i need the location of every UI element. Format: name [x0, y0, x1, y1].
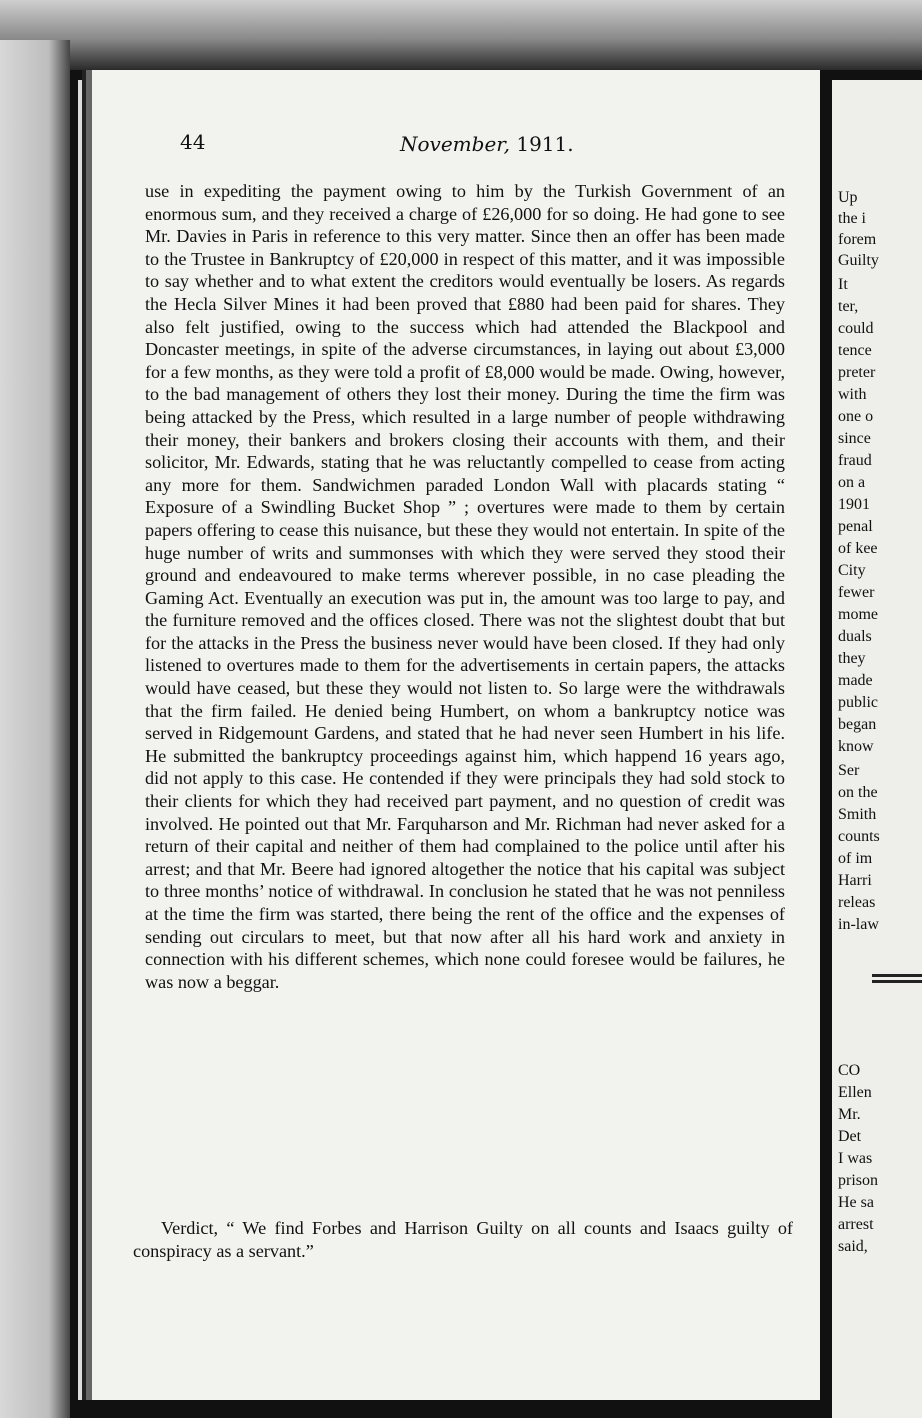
fragment-line: mome [838, 606, 878, 623]
fragment-line: Ellen [838, 1084, 872, 1101]
fragment-line: the i [838, 210, 866, 227]
fragment-line: Det [838, 1128, 862, 1145]
verdict-section [133, 1217, 793, 1262]
fragment-line: tence [838, 342, 872, 359]
fragment-line: began [838, 716, 877, 733]
fragment-line: Smith [838, 806, 877, 823]
body-paragraph: use in expediting the payment owing to him by the Turkish Government of an enormous sum, and they received a charge of £26,000 for so doing. He had gone to see Mr. Davies in Paris in reference to this very matter. Since then an offer has been made to the Trustee in Bankruptcy of £20,000 in respect of this matter, and it was impossible to say whether and to what extent the creditors would eventually be losers. As regards the Hecla Silver Mines it had been proved that £880 had been paid for shares. They also felt justified, owing to the success which had attended the Blackpool and Doncaster meetings, in spite of the adverse circumstances, in laying out about £3,000 for a few months, as they were told a profit of £8,000 would be made. Owing, however, to the bad management of others they lost their money. During the time the firm was being attacked by the Press, which resulted in a large number of people withdrawing their money, their bankers and brokers closing their accounts with them, and their solicitor, Mr. Edwards, stating that he was reluctantly compelled to cease from acting any more for them. Sandwichmen paraded London Wall with placards stating “ Exposure of a Swindling Bucket Shop ” ; overtures were made to them by certain papers offering to cease this nuisance, but these they would not entertain. In spite of the huge number of writs and summonses with which they were served they stood their ground and endeavoured to make terms wherever possible, in no case pleading the Gaming Act. Eventually an execution was put in, the amount was too large to pay, and the furniture removed and the offices closed. There was not the slightest doubt that but for the attacks in the Press the business never would have been closed. If they had only listened to overtures made to them for the advertisements in certain papers, the attacks would have ceased, but these they would not listen to. So large were the withdrawals that the firm failed. He denied being Humbert, on whom a bankruptcy notice was served in Ridgemount Gardens, and stated that he had never seen Humbert in his life. He submitted the bankruptcy proceedings against him, which happend 16 years ago, did not apply to this case. He contended if they were principals they had sold stock to their clients for which they had received part payment, and no question of credit was involved. He pointed out that Mr. Farquharson and Mr. Richman had never asked for a return of their capital and neither of them had complained to the police until after his arrest; and that Mr. Beere had ignored altogether the notice that his capital was subject to three months’ notice of withdrawal. In conclusion he stated that he was not penniless at the time the firm was started, there being the rent of the office and the expenses of sending out circulars to meet, but that now after all his hard work and anxiety in connection with his different schemes, which none could foresee would be failures, he was now a beggar. [145, 181, 785, 992]
fragment-line: forem [838, 231, 877, 248]
scan-top-margin [0, 0, 922, 70]
fragment-line: Mr. [838, 1106, 861, 1123]
fragment-line: they [838, 650, 866, 667]
fragment-line: It [838, 276, 848, 293]
fragment-line: with [838, 386, 867, 403]
running-header [180, 130, 780, 160]
fragment-line: duals [838, 628, 872, 645]
fragment-line: on a [838, 474, 866, 491]
fragment-line: Ser [838, 762, 860, 779]
fragment-line: 1901 [838, 496, 870, 513]
fragment-line: since [838, 430, 871, 447]
fragment-line: ter, [838, 298, 859, 315]
fragment-line: preter [838, 364, 876, 381]
fragment-line: know [838, 738, 874, 755]
header-date [400, 132, 574, 156]
fragment-line: could [838, 320, 874, 337]
page-number: 44 [180, 130, 206, 154]
fragment-line: Guilty [838, 252, 879, 269]
page-edge [78, 80, 84, 1400]
fragment-line: arrest [838, 1216, 874, 1233]
fragment-line: made [838, 672, 873, 689]
fragment-line: fraud [838, 452, 872, 469]
header-month: November, [400, 132, 510, 156]
fragment-line: one o [838, 408, 874, 425]
fragment-line: Harri [838, 872, 872, 889]
facing-page [832, 80, 922, 1418]
fragment-line: in-law [838, 916, 879, 933]
fragment-line: counts [838, 828, 880, 845]
fragment-line: He sa [838, 1194, 874, 1211]
header-year: 1911. [516, 132, 574, 156]
scan-left-margin [0, 40, 70, 1418]
fragment-line: Up [838, 189, 858, 206]
fragment-line: CO [838, 1062, 861, 1079]
fragment-line: City [838, 562, 866, 579]
fragment-line: public [838, 694, 878, 711]
fragment-line: releas [838, 894, 876, 911]
fragment-line: penal [838, 518, 873, 535]
section-rule [872, 974, 922, 977]
fragment-line: on the [838, 784, 878, 801]
fragment-line: of kee [838, 540, 878, 557]
fragment-line: I was [838, 1150, 873, 1167]
body-text [145, 180, 785, 993]
fragment-line: prison [838, 1172, 878, 1189]
fragment-line: said, [838, 1238, 868, 1255]
verdict-paragraph: Verdict, “ We find Forbes and Harrison Guilty on all counts and Isaacs guilty of conspiracy as a servant.” [133, 1218, 793, 1261]
section-rule [872, 980, 922, 983]
fragment-line: of im [838, 850, 873, 867]
fragment-line: fewer [838, 584, 875, 601]
